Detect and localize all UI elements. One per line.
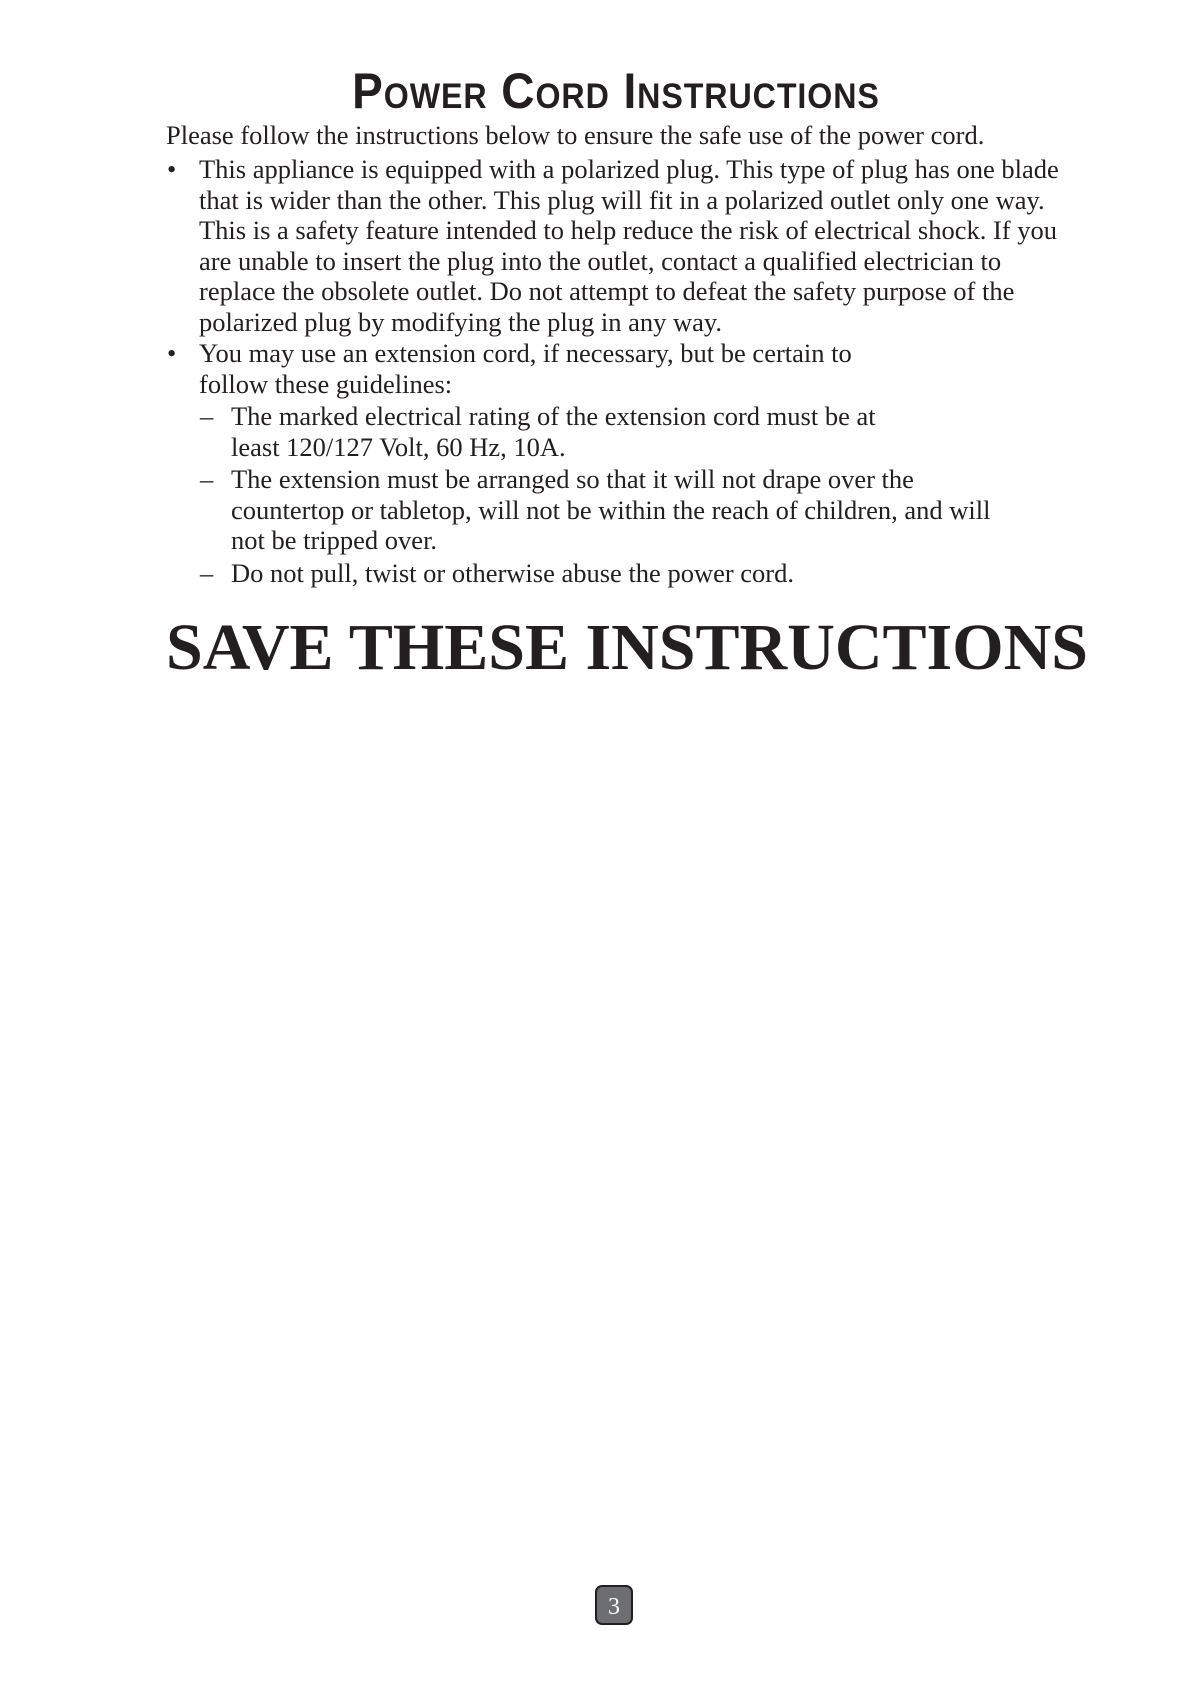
list-item-text: You may use an extension cord, if necessary, but be certain to follow these guidelines: — [199, 338, 852, 399]
bullet-marker: • — [167, 338, 177, 368]
dash-marker: – — [200, 557, 214, 588]
intro-text: Please follow the instructions below to ensure the safe use of the power cord. — [166, 120, 985, 150]
guideline-text: The marked electrical rating of the extension cord must be at least 120/127 Volt, 60 Hz, 10A. — [231, 401, 876, 462]
guideline-list — [199, 401, 1066, 588]
bullet-marker: • — [167, 154, 177, 184]
document-content — [166, 62, 1088, 688]
guideline-text: The extension must be arranged so that it will not drape over the countertop or tabletop, will not be within the reach of children, and will not be tripped over. — [231, 464, 991, 555]
save-instructions-heading: SAVE THESE INSTRUCTIONS — [166, 611, 1088, 684]
page-title: Power Cord Instructions — [352, 63, 880, 119]
guideline-text: Do not pull, twist or otherwise abuse the power cord. — [231, 557, 795, 588]
dash-marker: – — [200, 464, 214, 494]
guideline-item — [199, 401, 1066, 462]
list-item-extension-cord — [166, 338, 1066, 588]
dash-marker: – — [200, 401, 214, 431]
page-number-badge: 3 — [595, 1585, 633, 1625]
list-item-polarized-plug — [166, 154, 1066, 337]
instruction-list — [166, 154, 1066, 588]
guideline-item — [199, 558, 1066, 589]
guideline-item — [199, 464, 1066, 556]
list-item-text: This appliance is equipped with a polarized plug. This type of plug has one blade that is wider than the other. This plug will fit in a polarized outlet only one way. This is a safety feature intended to help reduce the risk of electrical shock. If you are unable to insert the plug into the outlet, contact a qualified electrician to replace the obsolete outlet. Do not attempt to defeat the safety purpose of the polarized plug by modifying the plug in any way. — [199, 154, 1059, 337]
